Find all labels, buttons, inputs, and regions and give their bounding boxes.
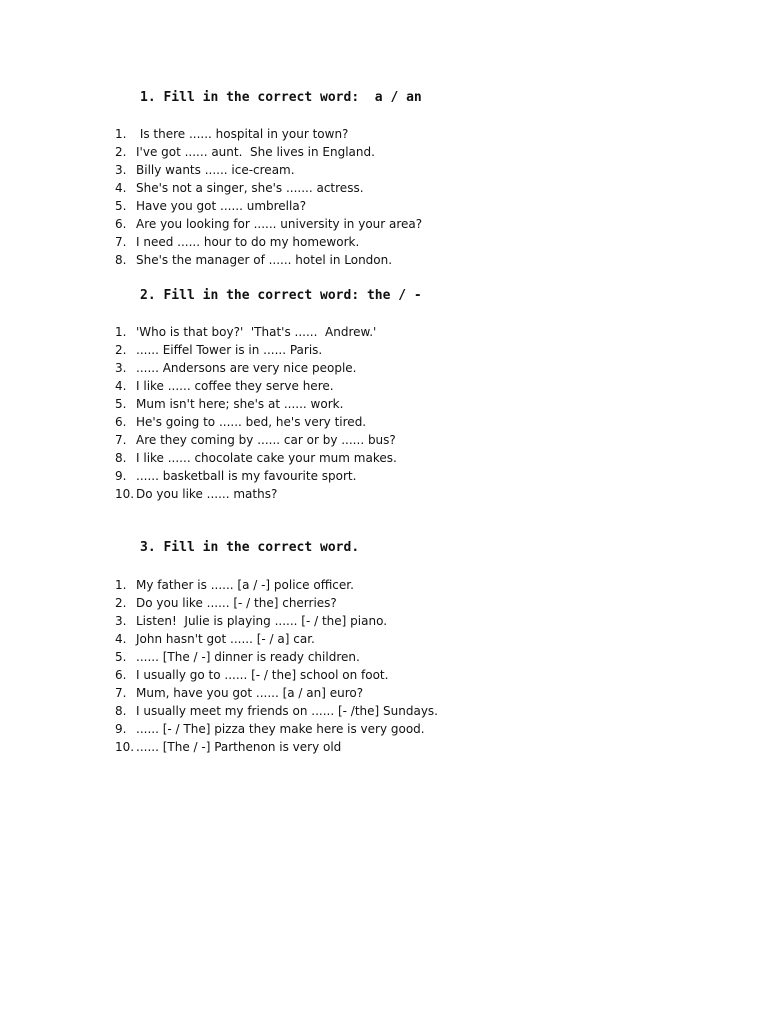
item-text: I usually go to ...... [- / the] school on foot.	[136, 668, 389, 682]
item-text: I usually meet my friends on ...... [- /the] Sundays.	[136, 704, 438, 718]
item-number: 6.	[115, 668, 127, 682]
item-number: 8.	[115, 704, 127, 718]
item-text: Is there ...... hospital in your town?	[136, 127, 349, 141]
item-text: ...... basketball is my favourite sport.	[136, 469, 357, 483]
item-number: 2.	[115, 145, 127, 159]
item-text: Do you like ...... [- / the] cherries?	[136, 596, 337, 610]
item-number: 7.	[115, 686, 127, 700]
item-text: She's the manager of ...... hotel in London.	[136, 253, 393, 267]
item-number: 3.	[115, 163, 127, 177]
item-number: 10.	[115, 487, 135, 501]
item-text: Are they coming by ...... car or by ...... bus?	[136, 433, 396, 447]
item-number: 5.	[115, 650, 127, 664]
item-number: 5.	[115, 199, 127, 213]
item-text: ...... Andersons are very nice people.	[136, 361, 357, 375]
item-text: Listen! Julie is playing ...... [- / the] piano.	[136, 614, 388, 628]
item-text: Mum isn't here; she's at ...... work.	[136, 397, 344, 411]
item-text: Do you like ...... maths?	[136, 487, 278, 501]
item-text: Have you got ...... umbrella?	[136, 199, 307, 213]
item-number: 7.	[115, 235, 127, 249]
item-number: 10.	[115, 740, 135, 754]
item-text: Are you looking for ...... university in your area?	[136, 217, 423, 231]
exercise-heading: 1. Fill in the correct word: a / an	[140, 90, 422, 105]
item-text: ...... [The / -] Parthenon is very old	[136, 740, 342, 754]
item-text: ...... Eiffel Tower is in ...... Paris.	[136, 343, 323, 357]
item-number: 6.	[115, 217, 127, 231]
item-text: 'Who is that boy?' 'That's ...... Andrew.'	[136, 325, 377, 339]
item-text: ...... [- / The] pizza they make here is very good.	[136, 722, 425, 736]
item-number: 9.	[115, 722, 127, 736]
item-number: 2.	[115, 343, 127, 357]
item-number: 4.	[115, 379, 127, 393]
item-number: 3.	[115, 361, 127, 375]
item-number: 1.	[115, 127, 127, 141]
item-number: 1.	[115, 578, 127, 592]
item-number: 7.	[115, 433, 127, 447]
item-number: 9.	[115, 469, 127, 483]
item-number: 4.	[115, 632, 127, 646]
item-number: 1.	[115, 325, 127, 339]
item-text: She's not a singer, she's ....... actress.	[136, 181, 364, 195]
item-text: Mum, have you got ...... [a / an] euro?	[136, 686, 364, 700]
item-text: He's going to ...... bed, he's very tired.	[136, 415, 367, 429]
exercise-heading: 3. Fill in the correct word.	[140, 540, 360, 555]
exercise-heading: 2. Fill in the correct word: the / -	[140, 288, 422, 303]
item-number: 2.	[115, 596, 127, 610]
item-text: I like ...... chocolate cake your mum makes.	[136, 451, 397, 465]
item-text: Billy wants ...... ice-cream.	[136, 163, 295, 177]
item-number: 6.	[115, 415, 127, 429]
item-text: I need ...... hour to do my homework.	[136, 235, 360, 249]
item-number: 8.	[115, 253, 127, 267]
item-number: 3.	[115, 614, 127, 628]
item-number: 5.	[115, 397, 127, 411]
item-text: ...... [The / -] dinner is ready children.	[136, 650, 360, 664]
item-number: 4.	[115, 181, 127, 195]
item-text: I've got ...... aunt. She lives in England.	[136, 145, 375, 159]
item-text: John hasn't got ...... [- / a] car.	[136, 632, 315, 646]
item-number: 8.	[115, 451, 127, 465]
item-text: I like ...... coffee they serve here.	[136, 379, 334, 393]
item-text: My father is ...... [a / -] police officer.	[136, 578, 354, 592]
